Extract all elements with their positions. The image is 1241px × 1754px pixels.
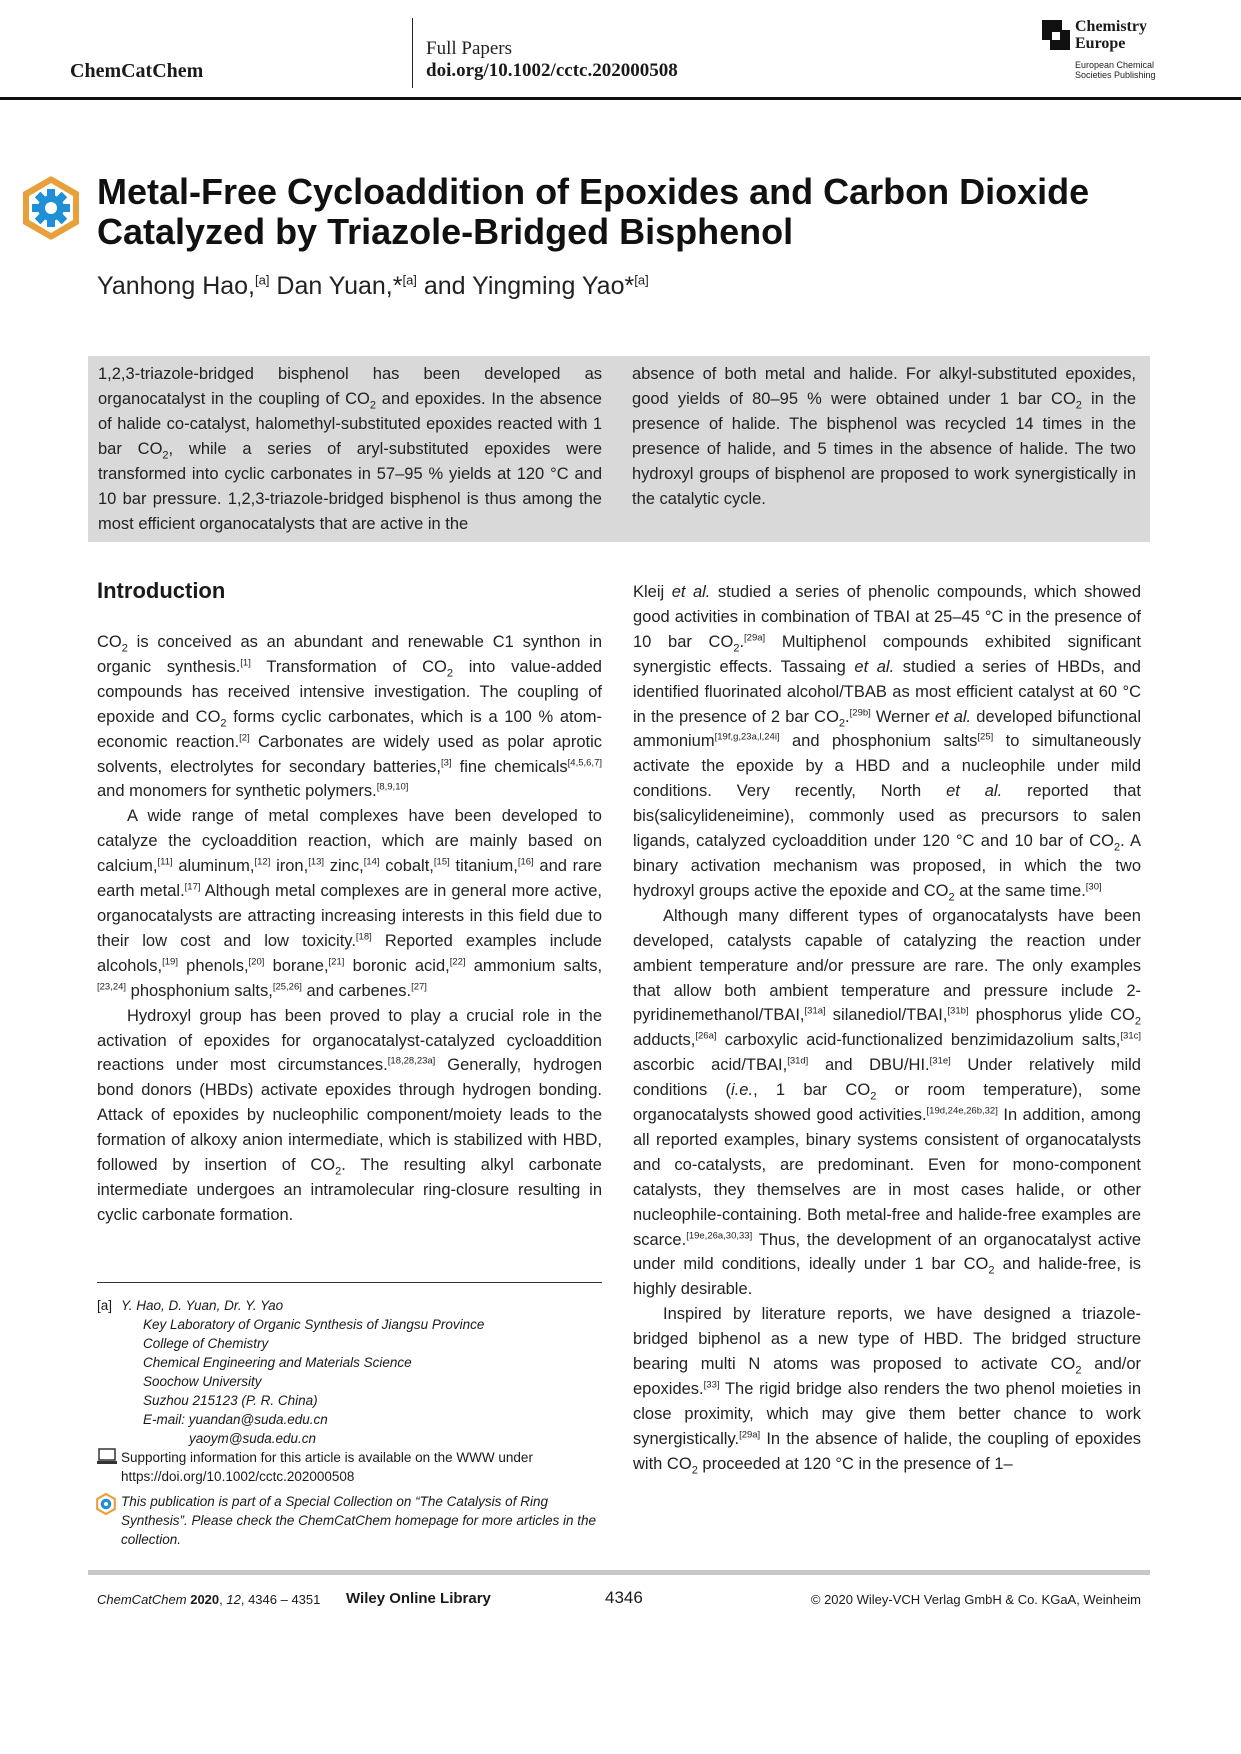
author-list: Yanhong Hao,[a] Dan Yuan,*[a] and Yingming Yao*[a] (97, 272, 649, 300)
affiliation-line: Suzhou 215123 (P. R. China) (143, 1393, 318, 1408)
copyright: © 2020 Wiley-VCH Verlag GmbH & Co. KGaA, Weinheim (810, 1592, 1141, 1607)
affiliation-tag: [a] (97, 1298, 113, 1313)
affiliation-line: yaoym@suda.edu.cn (189, 1431, 317, 1446)
paragraph: Inspired by literature reports, we have designed a triazole-bridged biphenol as a new type of HBD. The bridged structure bearing multi N atoms was proposed to activate $CO_2$ and/or epoxides.[33] The rigid bridge also renders the two phenol moieties in close proximity, which may give them better chance to work synergistically.[29a] In the absence of halide, the coupling of epoxides with $CO_2$ proceeded at 120 °C in the presence of 1– (633, 1305, 1141, 1477)
affiliation-line: College of Chemistry (143, 1336, 269, 1351)
header-rule (0, 97, 1241, 100)
supporting-info-text: Supporting information for this article is available on the WWW under https://doi.org/10.1002/cctc.202000508 (121, 1450, 533, 1484)
paragraph: Hydroxyl group has been proved to play a crucial role in the activation of epoxides for organocatalyst-catalyzed cycloaddition reactions under most circumstances.[18,28,23a] Generally, hydrogen bond donors (HBDs) activate epoxides through hydrogen bonding. Attack of epoxides by nucleophilic component/moiety leads to the formation of alkoxy anion intermediate, which is stabilized with HBD, followed by insertion of $CO_2$. The resulting alkyl carbonate intermediate undergoes an intramolecular ring-closure resulting in cyclic carbonate formation. (97, 1006, 602, 1224)
paragraph: Although many different types of organocatalysts have been developed, catalysts capable of catalyzing the reaction under ambient temperature and/or pressure are rare. The only examples that allow both ambient temperature and pressure include 2-pyridinemethanol/TBAI,[31a] silanediol/TBAI,[31b] phosphorus ylide $CO_2$ adducts,[26a] carboxylic acid-functionalized benzimidazolium salts,[31c] ascorbic acid/TBAI,[31d] and DBU/HI.[31e] Under relatively mild conditions (i.e., 1 bar $CO_2$ or room temperature), some organocatalysts showed good activities.[19d,24e,26b,32] In addition, among all reported examples, binary systems consistent of organocatalysts and co-catalysts, are predominant. Even for mono-component catalysts, they themselves are in most cases halide, or other nucleophile-containing. Both metal-free and halide-free examples are scarce.[19e,26a,30,33] Thus, the development of an organocatalyst active under mild conditions, ideally under 1 bar $CO_2$ and halide-free, is highly desirable. (633, 906, 1141, 1299)
page-number: 4346 (605, 1588, 643, 1607)
article-title: Metal-Free Cycloaddition of Epoxides and Carbon Dioxide Catalyzed by Triazole-Bridged Bisphenol (97, 171, 1090, 252)
computer-icon (97, 1448, 117, 1465)
body-right-column (633, 580, 1141, 1477)
journal-name: ChemCatChem (70, 60, 204, 82)
special-collection-gear-icon (20, 174, 82, 242)
collection-text: This publication is part of a Special Collection on “The Catalysis of Ring Synthesis”. Please check the ChemCatChem homepage for more articles in the collection. (121, 1494, 596, 1547)
abstract-right-column: absence of both metal and halide. For alkyl-substituted epoxides, good yields of 80–95 % were obtained under 1 bar $CO_2$ in the presence of halide. The bisphenol was recycled 14 times in the presence of halide, and 5 times in the absence of halide. The two hydroxyl groups of bisphenol are proposed to work synergistically in the catalytic cycle. (632, 365, 1136, 508)
publisher-sub-line2: Societies Publishing (1075, 70, 1156, 80)
abstract-left-column: 1,2,3-triazole-bridged bisphenol has been developed as organocatalyst in the coupling of $CO_2$ and epoxides. In the absence of halide co-catalyst, halomethyl-substituted epoxides reacted with 1 bar $CO_2$, while a series of aryl-substituted epoxides were transformed into cyclic carbonates in 57–95 % yields at 120 °C and 10 bar pressure. 1,2,3-triazole-bridged bisphenol is thus among the most efficient organocatalysts that are active in the (98, 365, 602, 533)
paragraph: Kleij et al. studied a series of phenolic compounds, which showed good activities in combination of TBAI at 25–45 °C in the presence of 10 bar $CO_2.[29a]$ Multiphenol compounds exhibited significant synergistic effects. Tassaing et al. studied a series of HBDs, and identified fluorinated alcohol/TBAB as most efficient catalyst at 60 °C in the presence of 2 bar $CO_2.[29b]$ Werner et al. developed bifunctional ammonium[19f,g,23a,l,24i] and phosphonium salts[25] to simultaneously activate the epoxide by a HBD and a nucleophile under mild conditions. Very recently, North et al. reported that bis(salicylideneimine), commonly used as precursors to salen ligands, catalyzed cycloaddition under 120 °C and 10 bar of $CO_2$. A binary activation mechanism was proposed, in which the two hydroxyl groups active the epoxide and $CO_2$ at the same time.[30] (633, 583, 1142, 904)
affiliation-line: Y. Hao, D. Yuan, Dr. Y. Yao (121, 1298, 284, 1313)
section-label: Full Papers (426, 38, 513, 59)
footer-rule (88, 1570, 1150, 1575)
section-heading-introduction: Introduction (97, 578, 226, 603)
wiley-online-library-link[interactable]: Wiley Online Library (346, 1590, 491, 1607)
publisher-name-line1: Chemistry (1075, 18, 1147, 35)
collection-gear-icon (95, 1492, 117, 1516)
affiliation-line: Key Laboratory of Organic Synthesis of Jiangsu Province (143, 1317, 485, 1332)
affiliation-lines (121, 1296, 484, 1448)
publisher-sub-line1: European Chemical (1075, 60, 1155, 70)
paragraph: A wide range of metal complexes have been developed to catalyze the cycloaddition reaction, which are mainly based on calcium,[11] aluminum,[12] iron,[13] zinc,[14] cobalt,[15] titanium,[16] and rare earth metal.[17] Although metal complexes are in general more active, organocatalysts are attracting increasing interests in this field due to their low cost and low toxicity.[18] Reported examples include alcohols,[19] phenols,[20] borane,[21] boronic acid,[22] ammonium salts,[23,24] phosphonium salts,[25,26] and carbenes.[27] (97, 807, 603, 1000)
publisher-name-line2: Europe (1075, 35, 1126, 52)
footnote-rule (97, 1282, 602, 1283)
affiliation-line: Soochow University (143, 1374, 262, 1389)
header-divider (412, 18, 413, 88)
doi-link[interactable]: doi.org/10.1002/cctc.202000508 (426, 60, 678, 81)
paragraph: $CO_2$ is conceived as an abundant and renewable C1 synthon in organic synthesis.[1] Transformation of $CO_2$ into value-added compounds has received intensive investigation. The coupling of epoxide and $CO_2$ forms cyclic carbonates, which is a 100 % atom-economic reaction.[2] Carbonates are widely used as polar aprotic solvents, electrolytes for secondary batteries,[3] fine chemicals[4,5,6,7] and monomers for synthetic polymers.[8,9,10] (97, 633, 603, 801)
affiliation-line: Chemical Engineering and Materials Science (143, 1355, 412, 1370)
body-left-column (97, 630, 602, 1228)
affiliation-line: E-mail: yuandan@suda.edu.cn (143, 1412, 328, 1427)
abstract-box (88, 356, 1150, 542)
footer-citation: ChemCatChem 2020, 12, 4346 – 4351 (97, 1592, 321, 1607)
chemistry-europe-logo-icon (1042, 20, 1070, 50)
